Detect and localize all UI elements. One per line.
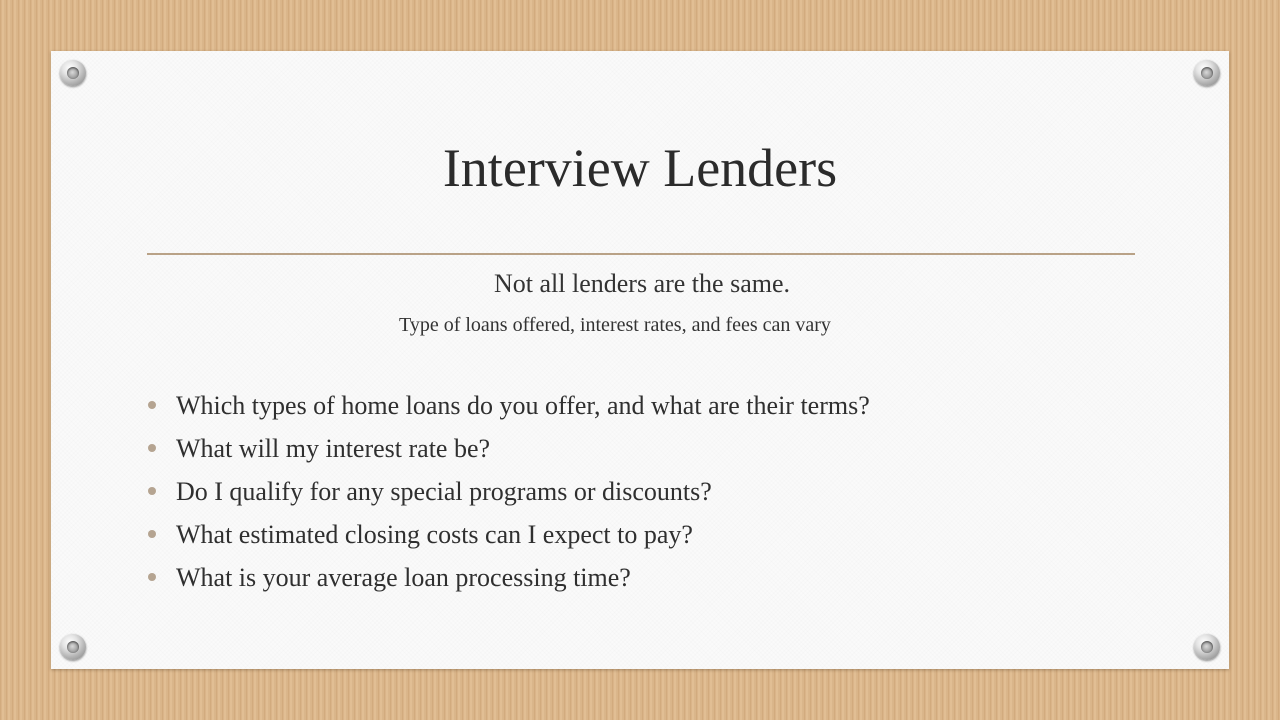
grommet-bottom-right-icon [1194,634,1220,660]
title-divider [147,253,1135,255]
bullet-dot-icon [148,444,156,452]
subtitle-line-1: Not all lenders are the same. [494,269,790,298]
bullet-dot-icon [148,401,156,409]
bullet-item [147,474,870,517]
bullet-item [147,560,870,603]
subtitle-line-2: Type of loans offered, interest rates, and fees can vary [399,314,831,336]
bullet-item [147,517,870,560]
bullet-text: What will my interest rate be? [176,434,491,463]
bullet-text: What estimated closing costs can I expect to pay? [176,520,693,549]
bullet-item [147,431,870,474]
slide-title: Interview Lenders [442,138,838,198]
bullet-dot-icon [148,573,156,581]
bullet-text: What is your average loan processing time? [176,563,631,592]
grommet-bottom-left-icon [60,634,86,660]
bullet-dot-icon [148,530,156,538]
bullet-list [147,388,870,603]
bullet-dot-icon [148,487,156,495]
bullet-item [147,388,870,431]
grommet-top-right-icon [1194,60,1220,86]
bullet-text: Which types of home loans do you offer, and what are their terms? [176,391,870,420]
grommet-top-left-icon [60,60,86,86]
bullet-text: Do I qualify for any special programs or discounts? [176,477,712,506]
